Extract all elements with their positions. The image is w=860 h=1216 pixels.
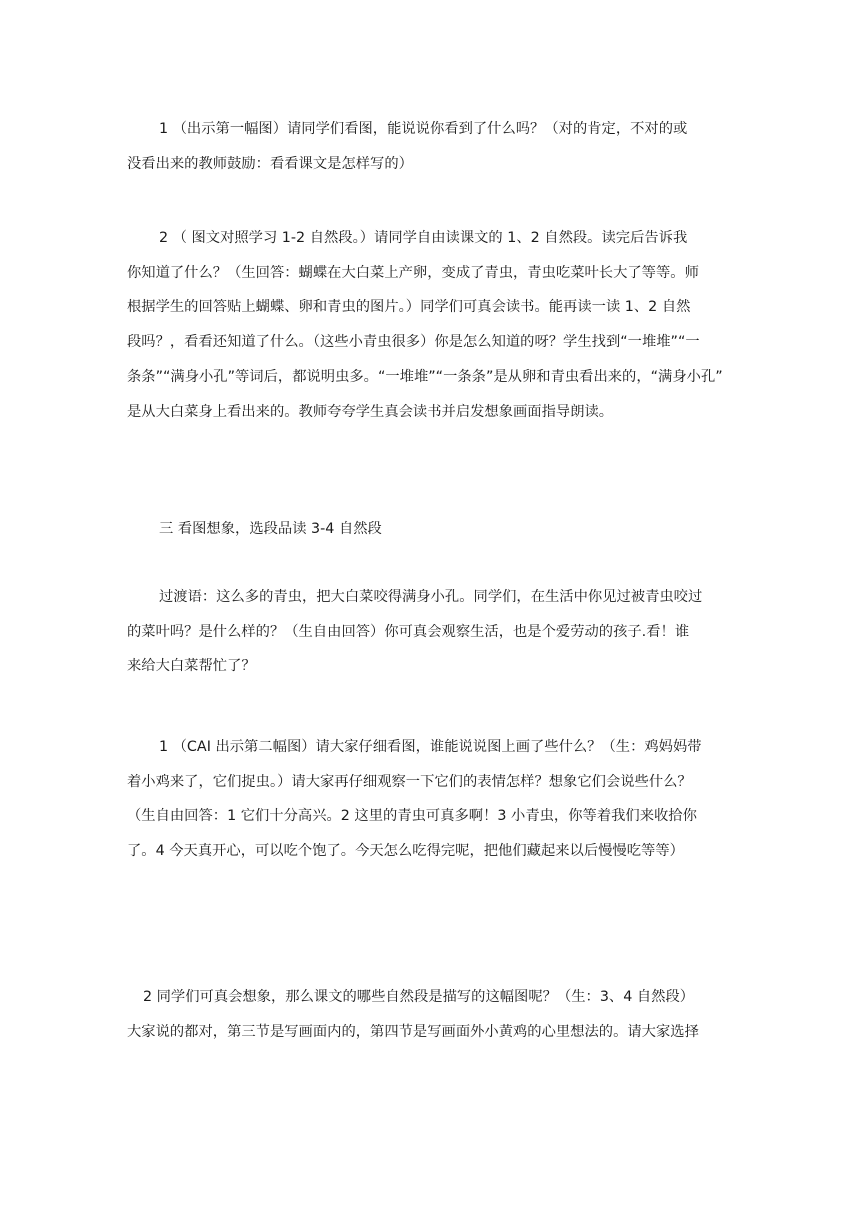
paragraph-line: 来给大白菜帮忙了？	[127, 658, 256, 675]
paragraph-line: 1 （CAI 出示第二幅图）请大家仔细看图，谁能说说图上画了些什么？（生：鸡妈妈带	[159, 739, 702, 755]
paragraph-line: 了。4 今天真开心，可以吃个饱了。今天怎么吃得完呢，把他们藏起来以后慢慢吃等等）	[127, 843, 684, 860]
paragraph-line: 根据学生的回答贴上蝴蝶、卵和青虫的图片。）同学们可真会读书。能再读一读 1、2 自然	[127, 299, 691, 316]
section-heading-text: 三 看图想象，选段品读 3-4 自然段	[159, 521, 382, 537]
section-heading	[127, 512, 737, 547]
paragraph-line: 1 （出示第一幅图）请同学们看图，能说说你看到了什么吗？（对的肯定，不对的或	[159, 121, 688, 137]
paragraph-1	[127, 112, 737, 181]
paragraph-line: 的菜叶吗？是什么样的？（生自由回答）你可真会观察生活，也是个爱劳动的孩子.看！谁	[127, 623, 690, 640]
paragraph-6	[127, 980, 737, 1049]
paragraph-line: 大家说的都对，第三节是写画面内的，第四节是写画面外小黄鸡的心里想法的。请大家选择	[127, 1023, 699, 1040]
paragraph-line: 段吗？，看看还知道了什么。（这些小青虫很多）你是怎么知道的呀？学生找到“一堆堆”“一	[127, 334, 700, 351]
paragraph-2	[127, 221, 737, 429]
paragraph-line: 没看出来的教师鼓励：看看课文是怎样写的）	[127, 155, 413, 172]
paragraph-line: 是从大白菜身上看出来的。教师夸夸学生真会读书并启发想象画面指导朗读。	[127, 403, 614, 420]
paragraph-line: 条条”“满身小孔”等词后，都说明虫多。“一堆堆”“一条条”是从卵和青虫看出来的，“满身小孔”	[127, 368, 723, 385]
paragraph-line: （生自由回答：1 它们十分高兴。2 这里的青虫可真多啊！3 小青虫，你等着我们来收拾你	[127, 808, 697, 825]
paragraph-line: 着小鸡来了，它们捉虫。）请大家再仔细观察一下它们的表情怎样？想象它们会说些什么？	[127, 773, 692, 790]
paragraph-line: 你知道了什么？（生回答：蝴蝶在大白菜上产卵，变成了青虫，青虫吃菜叶长大了等等。师	[127, 264, 699, 281]
paragraph-line: 2 （ 图文对照学习 1-2 自然段。）请同学自由读课文的 1、2 自然段。读完后告诉我	[159, 230, 688, 246]
paragraph-4	[127, 580, 737, 684]
paragraph-5	[127, 730, 737, 869]
paragraph-line: 2 同学们可真会想象，那么课文的哪些自然段是描写的这幅图呢？（生：3、4 自然段）	[143, 989, 695, 1005]
paragraph-line: 过渡语：这么多的青虫，把大白菜咬得满身小孔。同学们，在生活中你见过被青虫咬过	[159, 589, 703, 605]
